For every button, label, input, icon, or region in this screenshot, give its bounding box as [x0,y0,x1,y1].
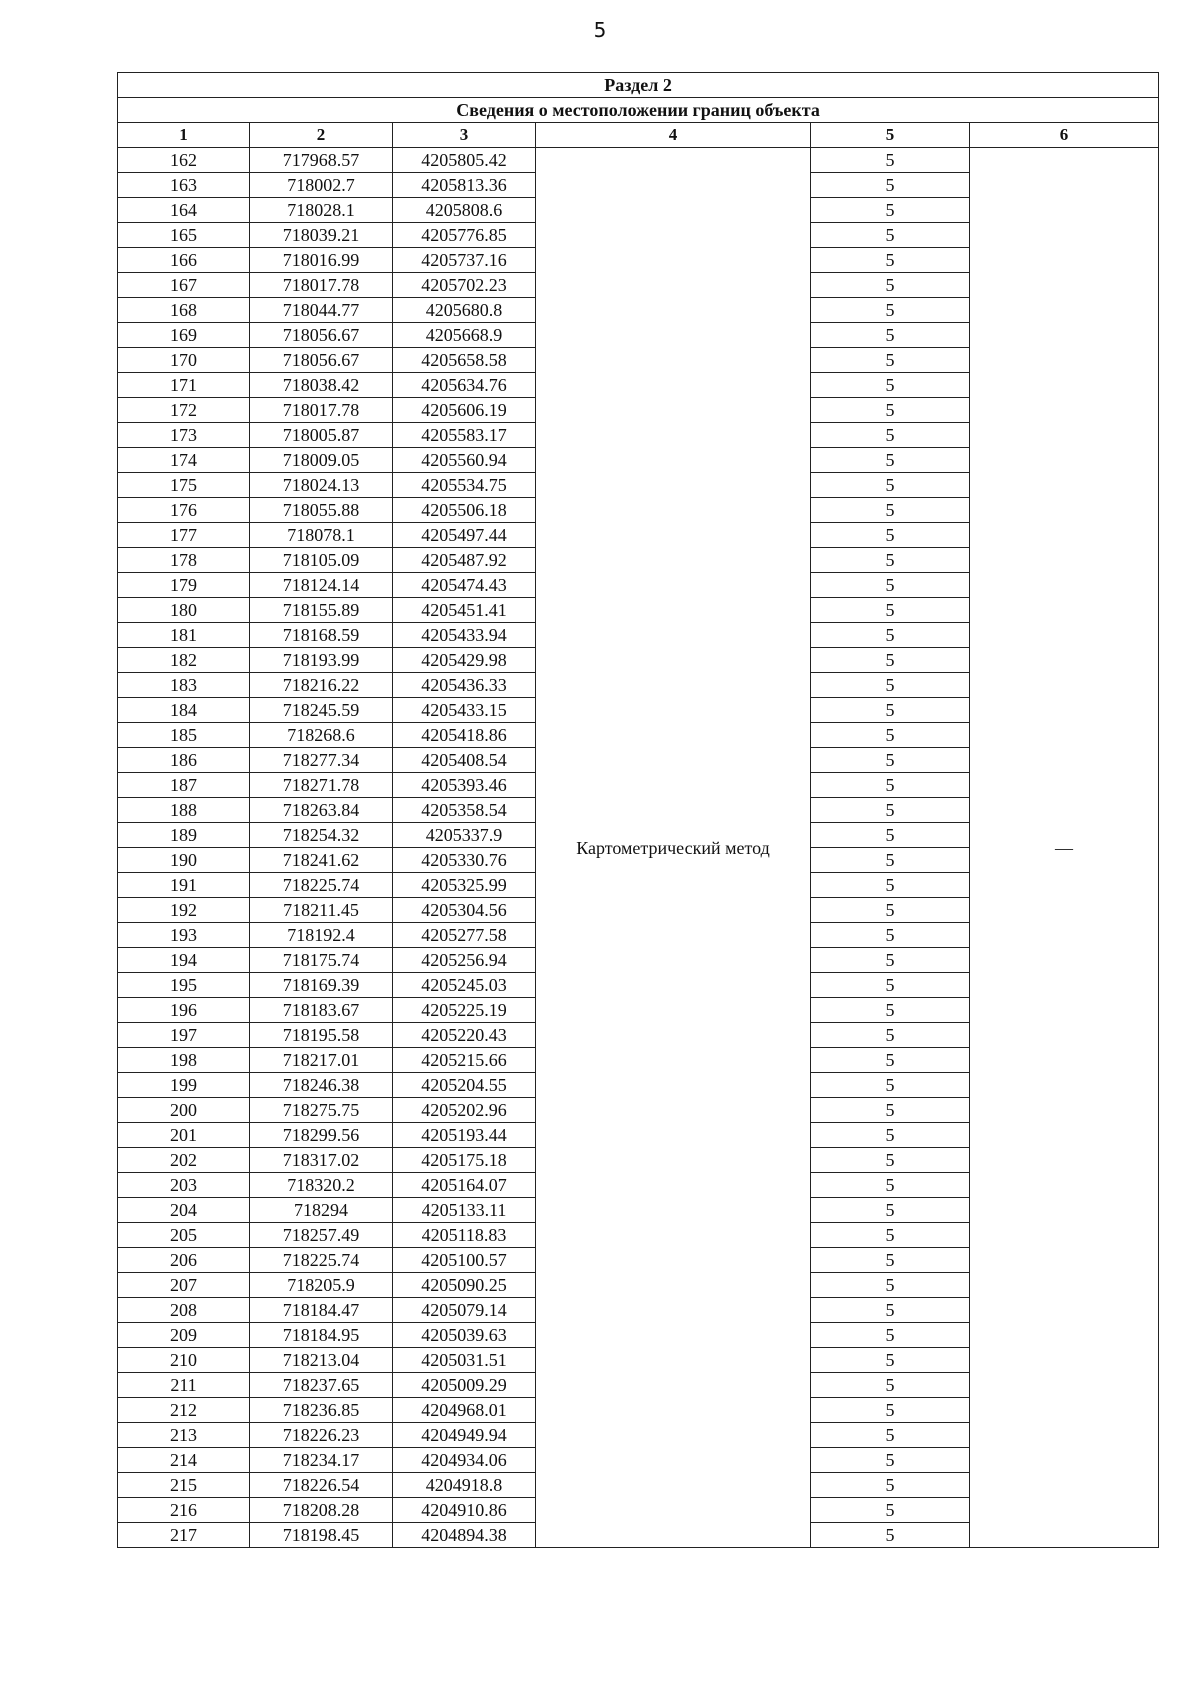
column-number-row [118,123,1159,148]
section-title: Раздел 2 [118,73,1159,98]
y-coordinate-cell: 4205193.44 [393,1123,536,1148]
accuracy-cell: 5 [811,1323,970,1348]
point-number-cell: 163 [118,173,250,198]
y-coordinate-cell: 4205436.33 [393,673,536,698]
point-number-cell: 209 [118,1323,250,1348]
y-coordinate-cell: 4205277.58 [393,923,536,948]
accuracy-cell: 5 [811,1048,970,1073]
x-coordinate-cell: 718254.32 [250,823,393,848]
x-coordinate-cell: 718275.75 [250,1098,393,1123]
accuracy-cell: 5 [811,273,970,298]
y-coordinate-cell: 4205668.9 [393,323,536,348]
method-cell: Картометрический метод [536,148,811,1548]
accuracy-cell: 5 [811,398,970,423]
accuracy-cell: 5 [811,1173,970,1198]
y-coordinate-cell: 4205330.76 [393,848,536,873]
point-number-cell: 204 [118,1198,250,1223]
point-number-cell: 162 [118,148,250,173]
x-coordinate-cell: 718271.78 [250,773,393,798]
y-coordinate-cell: 4205737.16 [393,248,536,273]
y-coordinate-cell: 4205534.75 [393,473,536,498]
point-number-cell: 202 [118,1148,250,1173]
x-coordinate-cell: 718175.74 [250,948,393,973]
y-coordinate-cell: 4205202.96 [393,1098,536,1123]
accuracy-cell: 5 [811,198,970,223]
boundary-coordinates-table [117,72,1159,1548]
point-number-cell: 182 [118,648,250,673]
point-number-cell: 210 [118,1348,250,1373]
y-coordinate-cell: 4205634.76 [393,373,536,398]
column-number: 3 [393,123,536,148]
y-coordinate-cell: 4205031.51 [393,1348,536,1373]
accuracy-cell: 5 [811,898,970,923]
point-number-cell: 166 [118,248,250,273]
point-number-cell: 197 [118,1023,250,1048]
y-coordinate-cell: 4205256.94 [393,948,536,973]
point-number-cell: 190 [118,848,250,873]
y-coordinate-cell: 4205658.58 [393,348,536,373]
point-number-cell: 189 [118,823,250,848]
x-coordinate-cell: 718056.67 [250,348,393,373]
y-coordinate-cell: 4205583.17 [393,423,536,448]
point-number-cell: 177 [118,523,250,548]
point-number-cell: 215 [118,1473,250,1498]
y-coordinate-cell: 4205418.86 [393,723,536,748]
y-coordinate-cell: 4204910.86 [393,1498,536,1523]
description-cell: — [970,148,1159,1548]
accuracy-cell: 5 [811,598,970,623]
column-number: 1 [118,123,250,148]
x-coordinate-cell: 718257.49 [250,1223,393,1248]
accuracy-cell: 5 [811,823,970,848]
point-number-cell: 205 [118,1223,250,1248]
x-coordinate-cell: 718184.95 [250,1323,393,1348]
point-number-cell: 211 [118,1373,250,1398]
y-coordinate-cell: 4205118.83 [393,1223,536,1248]
accuracy-cell: 5 [811,698,970,723]
point-number-cell: 201 [118,1123,250,1148]
point-number-cell: 167 [118,273,250,298]
x-coordinate-cell: 718317.02 [250,1148,393,1173]
y-coordinate-cell: 4205325.99 [393,873,536,898]
accuracy-cell: 5 [811,348,970,373]
y-coordinate-cell: 4204934.06 [393,1448,536,1473]
accuracy-cell: 5 [811,748,970,773]
y-coordinate-cell: 4205090.25 [393,1273,536,1298]
point-number-cell: 172 [118,398,250,423]
x-coordinate-cell: 718193.99 [250,648,393,673]
x-coordinate-cell: 718105.09 [250,548,393,573]
point-number-cell: 193 [118,923,250,948]
y-coordinate-cell: 4205808.6 [393,198,536,223]
accuracy-cell: 5 [811,573,970,598]
x-coordinate-cell: 718005.87 [250,423,393,448]
accuracy-cell: 5 [811,1448,970,1473]
point-number-cell: 176 [118,498,250,523]
x-coordinate-cell: 718192.4 [250,923,393,948]
x-coordinate-cell: 718213.04 [250,1348,393,1373]
point-number-cell: 164 [118,198,250,223]
accuracy-cell: 5 [811,848,970,873]
x-coordinate-cell: 718236.85 [250,1398,393,1423]
accuracy-cell: 5 [811,1373,970,1398]
y-coordinate-cell: 4205133.11 [393,1198,536,1223]
accuracy-cell: 5 [811,548,970,573]
point-number-cell: 178 [118,548,250,573]
x-coordinate-cell: 717968.57 [250,148,393,173]
point-number-cell: 214 [118,1448,250,1473]
y-coordinate-cell: 4204918.8 [393,1473,536,1498]
accuracy-cell: 5 [811,1523,970,1548]
x-coordinate-cell: 718237.65 [250,1373,393,1398]
point-number-cell: 181 [118,623,250,648]
accuracy-cell: 5 [811,148,970,173]
point-number-cell: 173 [118,423,250,448]
x-coordinate-cell: 718009.05 [250,448,393,473]
y-coordinate-cell: 4205393.46 [393,773,536,798]
accuracy-cell: 5 [811,623,970,648]
x-coordinate-cell: 718024.13 [250,473,393,498]
x-coordinate-cell: 718277.34 [250,748,393,773]
x-coordinate-cell: 718055.88 [250,498,393,523]
accuracy-cell: 5 [811,948,970,973]
x-coordinate-cell: 718208.28 [250,1498,393,1523]
accuracy-cell: 5 [811,873,970,898]
x-coordinate-cell: 718195.58 [250,1023,393,1048]
y-coordinate-cell: 4205451.41 [393,598,536,623]
y-coordinate-cell: 4205164.07 [393,1173,536,1198]
x-coordinate-cell: 718299.56 [250,1123,393,1148]
x-coordinate-cell: 718039.21 [250,223,393,248]
y-coordinate-cell: 4205606.19 [393,398,536,423]
y-coordinate-cell: 4205433.94 [393,623,536,648]
accuracy-cell: 5 [811,1098,970,1123]
column-number: 6 [970,123,1159,148]
accuracy-cell: 5 [811,1273,970,1298]
point-number-cell: 200 [118,1098,250,1123]
point-number-cell: 168 [118,298,250,323]
y-coordinate-cell: 4205079.14 [393,1298,536,1323]
accuracy-cell: 5 [811,1348,970,1373]
accuracy-cell: 5 [811,1223,970,1248]
x-coordinate-cell: 718241.62 [250,848,393,873]
accuracy-cell: 5 [811,1198,970,1223]
point-number-cell: 194 [118,948,250,973]
y-coordinate-cell: 4205358.54 [393,798,536,823]
point-number-cell: 184 [118,698,250,723]
x-coordinate-cell: 718169.39 [250,973,393,998]
point-number-cell: 203 [118,1173,250,1198]
point-number-cell: 212 [118,1398,250,1423]
point-number-cell: 216 [118,1498,250,1523]
x-coordinate-cell: 718155.89 [250,598,393,623]
accuracy-cell: 5 [811,1073,970,1098]
point-number-cell: 174 [118,448,250,473]
y-coordinate-cell: 4205245.03 [393,973,536,998]
x-coordinate-cell: 718183.67 [250,998,393,1023]
point-number-cell: 171 [118,373,250,398]
y-coordinate-cell: 4205497.44 [393,523,536,548]
point-number-cell: 165 [118,223,250,248]
x-coordinate-cell: 718263.84 [250,798,393,823]
y-coordinate-cell: 4205215.66 [393,1048,536,1073]
accuracy-cell: 5 [811,1248,970,1273]
accuracy-cell: 5 [811,1498,970,1523]
point-number-cell: 188 [118,798,250,823]
point-number-cell: 199 [118,1073,250,1098]
y-coordinate-cell: 4205204.55 [393,1073,536,1098]
page-number: 5 [593,18,607,42]
column-number: 2 [250,123,393,148]
x-coordinate-cell: 718168.59 [250,623,393,648]
table-row [118,148,1159,173]
x-coordinate-cell: 718268.6 [250,723,393,748]
x-coordinate-cell: 718017.78 [250,398,393,423]
y-coordinate-cell: 4204949.94 [393,1423,536,1448]
x-coordinate-cell: 718056.67 [250,323,393,348]
point-number-cell: 192 [118,898,250,923]
accuracy-cell: 5 [811,973,970,998]
accuracy-cell: 5 [811,223,970,248]
x-coordinate-cell: 718225.74 [250,1248,393,1273]
accuracy-cell: 5 [811,923,970,948]
point-number-cell: 208 [118,1298,250,1323]
point-number-cell: 196 [118,998,250,1023]
accuracy-cell: 5 [811,673,970,698]
accuracy-cell: 5 [811,248,970,273]
x-coordinate-cell: 718226.23 [250,1423,393,1448]
point-number-cell: 213 [118,1423,250,1448]
x-coordinate-cell: 718245.59 [250,698,393,723]
point-number-cell: 169 [118,323,250,348]
point-number-cell: 170 [118,348,250,373]
y-coordinate-cell: 4205433.15 [393,698,536,723]
point-number-cell: 175 [118,473,250,498]
y-coordinate-cell: 4205805.42 [393,148,536,173]
y-coordinate-cell: 4205337.9 [393,823,536,848]
point-number-cell: 186 [118,748,250,773]
accuracy-cell: 5 [811,1473,970,1498]
x-coordinate-cell: 718205.9 [250,1273,393,1298]
accuracy-cell: 5 [811,773,970,798]
x-coordinate-cell: 718225.74 [250,873,393,898]
accuracy-cell: 5 [811,1298,970,1323]
accuracy-cell: 5 [811,473,970,498]
y-coordinate-cell: 4205680.8 [393,298,536,323]
y-coordinate-cell: 4205506.18 [393,498,536,523]
x-coordinate-cell: 718038.42 [250,373,393,398]
accuracy-cell: 5 [811,1148,970,1173]
y-coordinate-cell: 4205304.56 [393,898,536,923]
y-coordinate-cell: 4205220.43 [393,1023,536,1048]
x-coordinate-cell: 718216.22 [250,673,393,698]
point-number-cell: 179 [118,573,250,598]
y-coordinate-cell: 4205702.23 [393,273,536,298]
y-coordinate-cell: 4204894.38 [393,1523,536,1548]
x-coordinate-cell: 718211.45 [250,898,393,923]
point-number-cell: 187 [118,773,250,798]
x-coordinate-cell: 718184.47 [250,1298,393,1323]
y-coordinate-cell: 4205813.36 [393,173,536,198]
accuracy-cell: 5 [811,1423,970,1448]
x-coordinate-cell: 718198.45 [250,1523,393,1548]
accuracy-cell: 5 [811,423,970,448]
accuracy-cell: 5 [811,1123,970,1148]
y-coordinate-cell: 4205487.92 [393,548,536,573]
accuracy-cell: 5 [811,298,970,323]
point-number-cell: 217 [118,1523,250,1548]
y-coordinate-cell: 4205560.94 [393,448,536,473]
y-coordinate-cell: 4205225.19 [393,998,536,1023]
x-coordinate-cell: 718078.1 [250,523,393,548]
y-coordinate-cell: 4205100.57 [393,1248,536,1273]
point-number-cell: 183 [118,673,250,698]
x-coordinate-cell: 718017.78 [250,273,393,298]
accuracy-cell: 5 [811,798,970,823]
accuracy-cell: 5 [811,373,970,398]
x-coordinate-cell: 718044.77 [250,298,393,323]
x-coordinate-cell: 718002.7 [250,173,393,198]
x-coordinate-cell: 718217.01 [250,1048,393,1073]
x-coordinate-cell: 718246.38 [250,1073,393,1098]
x-coordinate-cell: 718294 [250,1198,393,1223]
section-subtitle: Сведения о местоположении границ объекта [118,98,1159,123]
point-number-cell: 206 [118,1248,250,1273]
point-number-cell: 180 [118,598,250,623]
y-coordinate-cell: 4204968.01 [393,1398,536,1423]
x-coordinate-cell: 718016.99 [250,248,393,273]
y-coordinate-cell: 4205429.98 [393,648,536,673]
accuracy-cell: 5 [811,498,970,523]
x-coordinate-cell: 718320.2 [250,1173,393,1198]
accuracy-cell: 5 [811,323,970,348]
y-coordinate-cell: 4205776.85 [393,223,536,248]
accuracy-cell: 5 [811,173,970,198]
x-coordinate-cell: 718226.54 [250,1473,393,1498]
x-coordinate-cell: 718124.14 [250,573,393,598]
accuracy-cell: 5 [811,648,970,673]
accuracy-cell: 5 [811,448,970,473]
point-number-cell: 198 [118,1048,250,1073]
y-coordinate-cell: 4205408.54 [393,748,536,773]
accuracy-cell: 5 [811,998,970,1023]
y-coordinate-cell: 4205009.29 [393,1373,536,1398]
y-coordinate-cell: 4205474.43 [393,573,536,598]
accuracy-cell: 5 [811,1023,970,1048]
point-number-cell: 207 [118,1273,250,1298]
point-number-cell: 185 [118,723,250,748]
accuracy-cell: 5 [811,723,970,748]
point-number-cell: 191 [118,873,250,898]
point-number-cell: 195 [118,973,250,998]
y-coordinate-cell: 4205039.63 [393,1323,536,1348]
x-coordinate-cell: 718028.1 [250,198,393,223]
y-coordinate-cell: 4205175.18 [393,1148,536,1173]
accuracy-cell: 5 [811,523,970,548]
column-number: 4 [536,123,811,148]
column-number: 5 [811,123,970,148]
x-coordinate-cell: 718234.17 [250,1448,393,1473]
accuracy-cell: 5 [811,1398,970,1423]
